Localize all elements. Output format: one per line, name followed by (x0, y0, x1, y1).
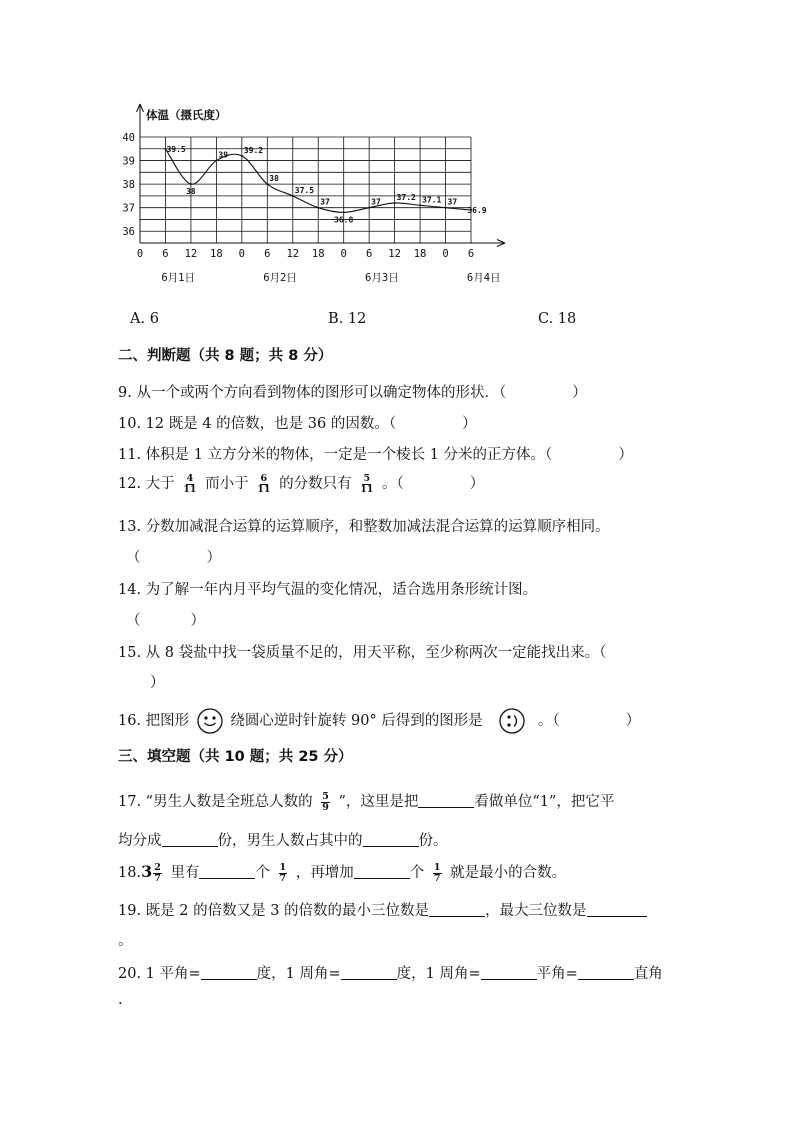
question-12-text-d: 。（ (382, 476, 404, 492)
x-tick-label: 6 (264, 248, 271, 260)
question-16 (118, 707, 640, 735)
question-9 (118, 381, 587, 402)
data-point (241, 155, 243, 157)
y-tick-label: 36 (122, 226, 135, 239)
day-label: 6月4日 (466, 272, 501, 284)
question-18-text-b: 里有 (170, 865, 200, 881)
data-label: 39 (218, 150, 229, 160)
option-a: A. 6 (130, 311, 159, 327)
section2-title: 二、判断题（共 8 题；共 8 分） (118, 348, 333, 364)
x-tick-label: 18 (311, 248, 325, 260)
question-12 (118, 472, 484, 495)
question-19-text-a: 19. 既是 2 的倍数又是 3 的倍数的最小三位数是 (118, 903, 430, 919)
y-tick-label: 40 (122, 132, 135, 144)
data-label: 36.8 (334, 215, 354, 225)
fraction-6-11: $\frac{6}{11}$ (257, 472, 271, 495)
fraction-5-9: $\frac{5}{9}$ (322, 790, 329, 813)
x-tick-label: 0 (442, 248, 449, 260)
question-17-text-c: 看做单位“1”，把它平 (474, 794, 615, 810)
data-point (215, 160, 217, 162)
close-paren: ） (462, 416, 477, 432)
x-tick-label: 12 (286, 248, 300, 260)
question-17-line1 (118, 790, 614, 813)
mixed-number-whole: 3 (141, 862, 153, 881)
option-c: C. 18 (538, 311, 577, 327)
data-point (445, 207, 447, 209)
question-17-text-b: ”，这里是把 (338, 794, 419, 810)
question-17-text-e: 份，男生人数占其中的 (217, 833, 363, 849)
question-12-text-a: 12. 大于 (118, 476, 175, 492)
question-18-text-e: 个 (409, 865, 425, 881)
close-paren: ） (572, 385, 587, 401)
question-18 (118, 861, 566, 884)
question-20 (118, 962, 663, 983)
data-point (317, 207, 319, 209)
question-9-text: 9. 从一个或两个方向看到物体的图形可以确定物体的形状．（ (118, 385, 507, 401)
answer-blank[interactable] (363, 832, 419, 847)
smiley-face-icon (196, 707, 224, 735)
data-point (394, 202, 396, 204)
section3-title: 三、填空题（共 10 题；共 25 分） (118, 749, 353, 765)
data-label: 39.5 (166, 144, 186, 154)
data-label: 39.2 (243, 145, 264, 155)
y-tick-label: 39 (122, 155, 135, 168)
question-16-text-a: 16. 把图形 (118, 713, 190, 729)
day-label: 6月3日 (365, 272, 399, 284)
answer-blank[interactable] (201, 965, 257, 980)
question-12-text-b: 而小于 (205, 476, 249, 492)
rotated-smiley-icon (497, 707, 527, 735)
fraction-2-7: $\frac{2}{7}$ (154, 861, 161, 884)
day-label: 6月2日 (263, 272, 297, 284)
question-20-text-b: 度，1 周角= (256, 966, 341, 982)
answer-blank[interactable] (578, 965, 634, 980)
data-point (190, 183, 192, 185)
data-label: 38 (269, 174, 279, 184)
question-11 (118, 443, 633, 464)
question-10 (118, 412, 477, 433)
answer-blank[interactable] (418, 793, 474, 808)
y-tick-label: 38 (122, 179, 135, 192)
question-10-text: 10. 12 既是 4 的倍数，也是 36 的因数。（ (118, 416, 397, 432)
question-13-parens: （ ） (126, 550, 221, 566)
question-20-text-a: 20. 1 平角= (118, 966, 201, 982)
data-point (292, 195, 294, 197)
x-tick-label: 18 (210, 248, 223, 260)
data-label: 37.1 (422, 195, 442, 205)
y-axis-label: 体温（摄氏度） (146, 108, 227, 122)
data-label: 36.9 (467, 206, 487, 216)
fraction-1-7: $\frac{1}{7}$ (279, 861, 287, 884)
question-18-text-c: 个 (255, 865, 270, 881)
question-15-close-paren: ） (150, 675, 165, 691)
data-label: 37.5 (294, 185, 315, 195)
data-label: 38 (186, 187, 196, 197)
close-paren: ） (618, 447, 633, 463)
answer-blank[interactable] (481, 965, 537, 980)
question-17-line2 (118, 829, 448, 850)
temperature-line-chart (0, 0, 794, 300)
data-point (266, 183, 268, 185)
question-20-text-c: 度，1 周角= (396, 966, 481, 982)
option-b: B. 12 (328, 311, 367, 327)
fraction-4-11: $\frac{4}{11}$ (183, 472, 197, 495)
close-paren: ） (469, 476, 485, 492)
question-18-text-f: 就是最小的合数。 (450, 865, 567, 881)
data-point (343, 211, 345, 213)
question-17-text-a: 17. “男生人数是全班总人数的 (118, 794, 313, 810)
question-18-text-d: ，再增加 (295, 865, 354, 881)
question-15: 15. 从 8 袋盐中找一袋质量不足的，用天平称，至少称两次一定能找出来。（ (118, 645, 607, 661)
x-tick-label: 12 (388, 248, 401, 260)
answer-blank[interactable] (162, 832, 218, 847)
question-16-text-c: 。（ (538, 713, 560, 729)
question-11-text: 11. 体积是 1 立方分米的物体，一定是一个棱长 1 分米的正方体。（ (118, 447, 553, 463)
x-tick-label: 6 (162, 248, 169, 260)
x-tick-label: 6 (365, 248, 373, 260)
question-13: 13. 分数加减混合运算的运算顺序，和整数加减法混合运算的运算顺序相同。 (118, 519, 610, 535)
x-tick-label: 12 (184, 248, 198, 260)
question-19-text-b: ，最大三位数是 (485, 903, 587, 919)
question-16-text-b: 绕圆心逆时针旋转 90° 后得到的图形是 (230, 713, 483, 729)
fraction-5-11: $\frac{5}{11}$ (360, 472, 374, 495)
day-label: 6月1日 (161, 272, 196, 284)
question-17-text-d: 均分成 (118, 833, 162, 849)
answer-blank[interactable] (587, 902, 647, 917)
y-tick-label: 37 (122, 202, 135, 215)
data-label: 37 (320, 197, 330, 207)
data-point (368, 207, 370, 209)
data-label: 37.2 (396, 192, 416, 202)
fraction-1-7: $\frac{1}{7}$ (433, 861, 441, 884)
question-20-end: . (118, 992, 123, 1008)
question-19-end: 。 (118, 933, 133, 949)
question-18-number: 18. (118, 865, 142, 881)
data-point (419, 204, 421, 206)
x-tick-label: 6 (467, 248, 475, 260)
answer-blank[interactable] (429, 902, 485, 917)
question-14: 14. 为了解一年内月平均气温的变化情况，适合选用条形统计图。 (118, 582, 538, 598)
question-20-text-d: 平角= (536, 966, 578, 982)
question-19 (118, 899, 647, 920)
close-paren: ） (625, 713, 641, 729)
x-tick-label: 0 (238, 248, 246, 260)
question-14-parens: （ ） (126, 613, 205, 629)
question-17-text-f: 份。 (418, 833, 448, 849)
question-20-text-e: 直角 (633, 966, 663, 982)
question-12-text-c: 的分数只有 (279, 476, 352, 492)
data-label: 37 (447, 197, 458, 207)
answer-blank[interactable] (354, 864, 410, 879)
x-tick-label: 0 (136, 248, 144, 260)
answer-blank[interactable] (341, 965, 397, 980)
answer-blank[interactable] (199, 864, 255, 879)
data-label: 37 (371, 197, 381, 207)
x-tick-label: 18 (413, 248, 427, 260)
x-tick-label: 0 (340, 248, 347, 260)
